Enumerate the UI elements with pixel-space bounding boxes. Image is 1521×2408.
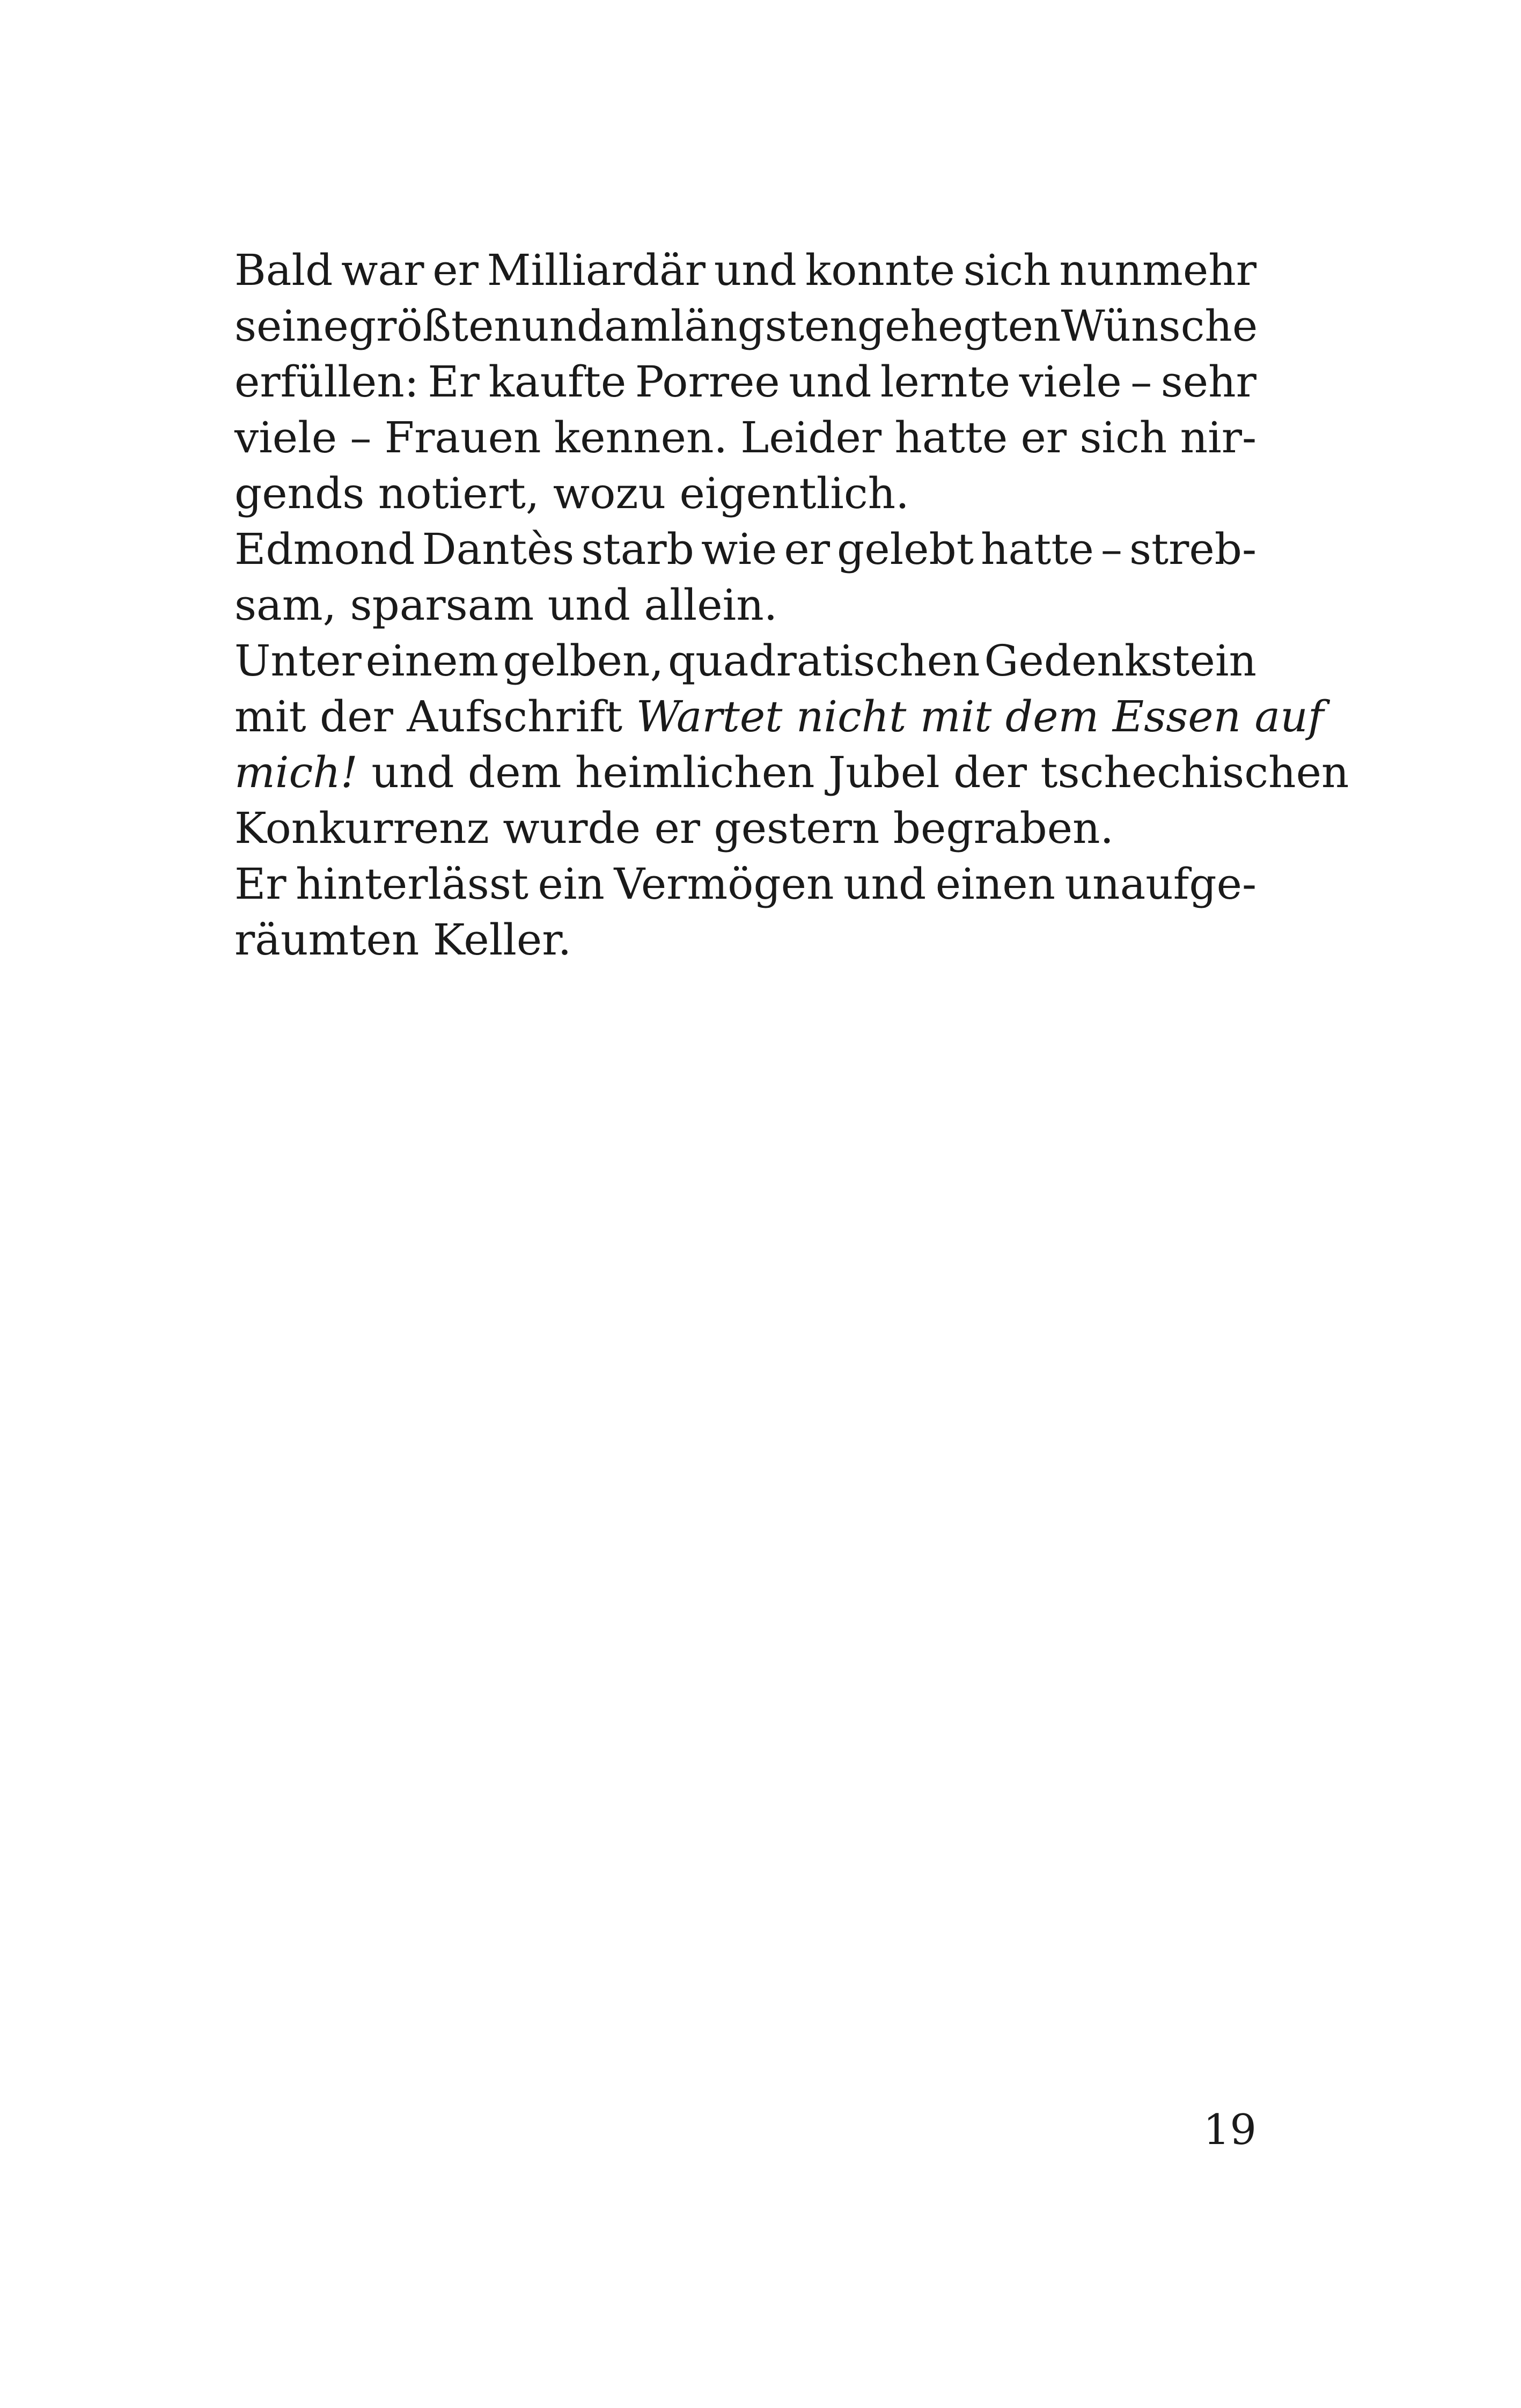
- word: lernte: [880, 357, 1011, 407]
- word: starb: [581, 524, 694, 574]
- text-line-12: [234, 856, 1257, 912]
- body-text: [234, 243, 1349, 968]
- word: Frauen: [384, 413, 541, 462]
- page-number: 19: [1203, 2106, 1257, 2154]
- word: sich: [1079, 413, 1167, 462]
- word: quadratischen: [667, 636, 980, 686]
- text-line-6: [234, 522, 1257, 577]
- word: seine: [234, 301, 349, 351]
- text-line-9: [234, 689, 1324, 745]
- word: Milliardär: [487, 245, 706, 295]
- word: nunmehr: [1059, 245, 1257, 295]
- word: unaufge-: [1064, 859, 1257, 909]
- text-segment: mit der Aufschrift: [234, 692, 623, 742]
- word: viele: [234, 413, 337, 462]
- text-line-2: [234, 298, 1257, 354]
- text-line-7: sam, sparsam und allein.: [234, 580, 778, 630]
- italic-inscription-end: mich!: [234, 747, 358, 797]
- word: Er: [234, 859, 286, 909]
- word: viele: [1019, 357, 1122, 407]
- word: und: [521, 301, 605, 351]
- word: am: [604, 301, 671, 351]
- word: hatte: [980, 524, 1094, 574]
- text-line-3: [234, 354, 1257, 410]
- word: gelebt: [837, 524, 974, 574]
- word: Bald: [234, 245, 333, 295]
- word: gehegten: [857, 301, 1061, 351]
- word: einem: [365, 636, 499, 686]
- word: längsten: [670, 301, 857, 351]
- word: er: [432, 245, 479, 295]
- word: wie: [701, 524, 777, 574]
- text-line-4: [234, 410, 1257, 466]
- word: nir-: [1180, 413, 1257, 462]
- word: hinterlässt: [296, 859, 529, 909]
- word: –: [350, 413, 372, 462]
- word: kennen.: [554, 413, 728, 462]
- word: Porree: [635, 357, 780, 407]
- text-line-11: Konkurrenz wurde er gestern begraben.: [234, 803, 1114, 853]
- word: er: [784, 524, 830, 574]
- word: sich: [963, 245, 1051, 295]
- word: und: [843, 859, 927, 909]
- word: gelben,: [503, 636, 664, 686]
- text-segment: und dem heimlichen Jubel der tschechischen: [371, 747, 1349, 797]
- word: konnte: [805, 245, 955, 295]
- text-line-8: [234, 633, 1257, 689]
- word: Unter: [234, 636, 362, 686]
- word: war: [341, 245, 424, 295]
- text-line-5: gends notiert, wozu eigentlich.: [234, 468, 909, 518]
- text-line-13: räumten Keller.: [234, 915, 572, 965]
- word: Gedenkstein: [984, 636, 1257, 686]
- word: hatte: [894, 413, 1008, 462]
- word: erfüllen:: [234, 357, 419, 407]
- word: und: [714, 245, 797, 295]
- word: Edmond: [234, 524, 415, 574]
- text-line-10: [234, 745, 1349, 801]
- word: Leider: [740, 413, 882, 462]
- word: Dantès: [422, 524, 575, 574]
- text-line-1: [234, 243, 1257, 298]
- word: Wünsche: [1061, 301, 1258, 351]
- word: streb-: [1129, 524, 1257, 574]
- word: ein: [538, 859, 605, 909]
- word: einen: [935, 859, 1056, 909]
- word: Er: [428, 357, 480, 407]
- word: –: [1100, 524, 1122, 574]
- word: sehr: [1160, 357, 1257, 407]
- word: Vermögen: [614, 859, 834, 909]
- word: größten: [348, 301, 521, 351]
- word: er: [1020, 413, 1067, 462]
- word: und: [789, 357, 872, 407]
- word: kaufte: [488, 357, 627, 407]
- word: –: [1130, 357, 1152, 407]
- italic-inscription: Wartet nicht mit dem Essen auf: [636, 692, 1324, 742]
